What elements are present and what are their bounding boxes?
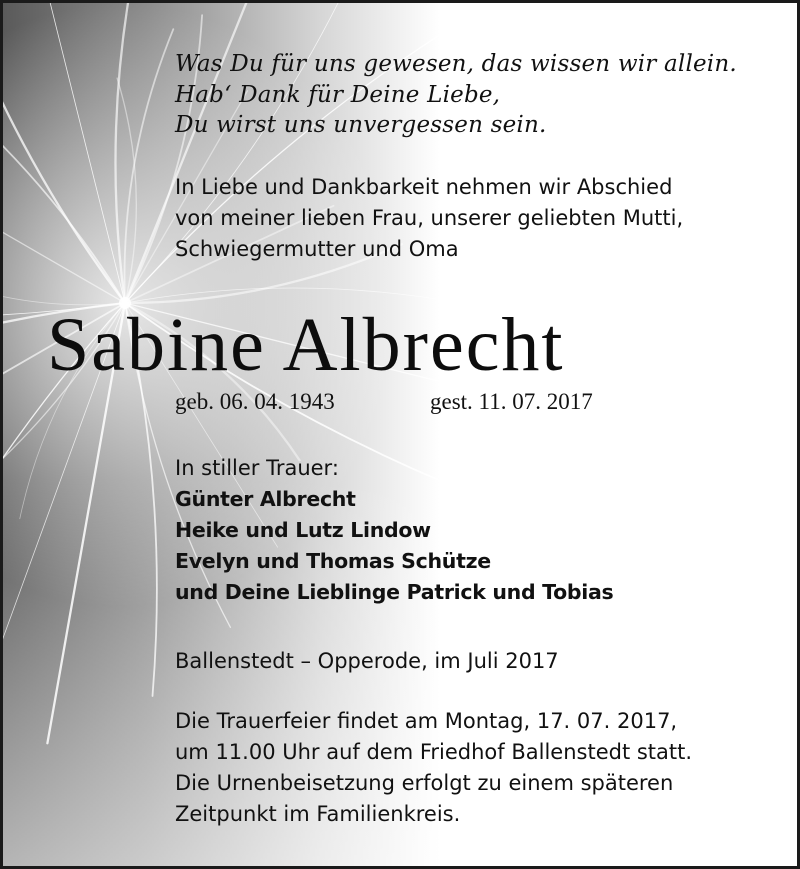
mourner-name: Günter Albrecht: [175, 487, 356, 511]
poem-line: Hab‘ Dank für Deine Liebe,: [175, 81, 501, 108]
death-date: gest. 11. 07. 2017: [430, 389, 593, 414]
farewell-line: In Liebe und Dankbarkeit nehmen wir Abschied: [175, 175, 673, 199]
service-line: Die Trauerfeier findet am Montag, 17. 07. 2017,: [175, 709, 678, 733]
memorial-poem: [175, 49, 737, 141]
poem-line: Du wirst uns unvergessen sein.: [175, 112, 547, 138]
mourners-list: [175, 484, 613, 608]
place-and-date: Ballenstedt – Opperode, im Juli 2017: [175, 649, 559, 673]
service-line: Die Urnenbeisetzung erfolgt zu einem späteren: [175, 771, 674, 795]
farewell-line: Schwiegermutter und Oma: [175, 237, 459, 261]
mourner-name: Heike und Lutz Lindow: [175, 518, 431, 542]
farewell-line: von meiner lieben Frau, unserer geliebten Mutti,: [175, 206, 684, 230]
mourning-label: In stiller Trauer:: [175, 456, 339, 480]
poem-line: Was Du für uns gewesen, das wissen wir allein.: [175, 51, 737, 77]
birth-date: geb. 06. 04. 1943: [175, 389, 335, 414]
farewell-text: [175, 172, 683, 265]
service-line: Zeitpunkt im Familienkreis.: [175, 802, 461, 826]
service-line: um 11.00 Uhr auf dem Friedhof Ballenstedt statt.: [175, 740, 693, 764]
funeral-service-info: [175, 706, 692, 830]
deceased-name: Sabine Albrecht: [47, 303, 565, 387]
mourner-name: Evelyn und Thomas Schütze: [175, 549, 491, 573]
mourner-name: und Deine Lieblinge Patrick und Tobias: [175, 580, 614, 604]
